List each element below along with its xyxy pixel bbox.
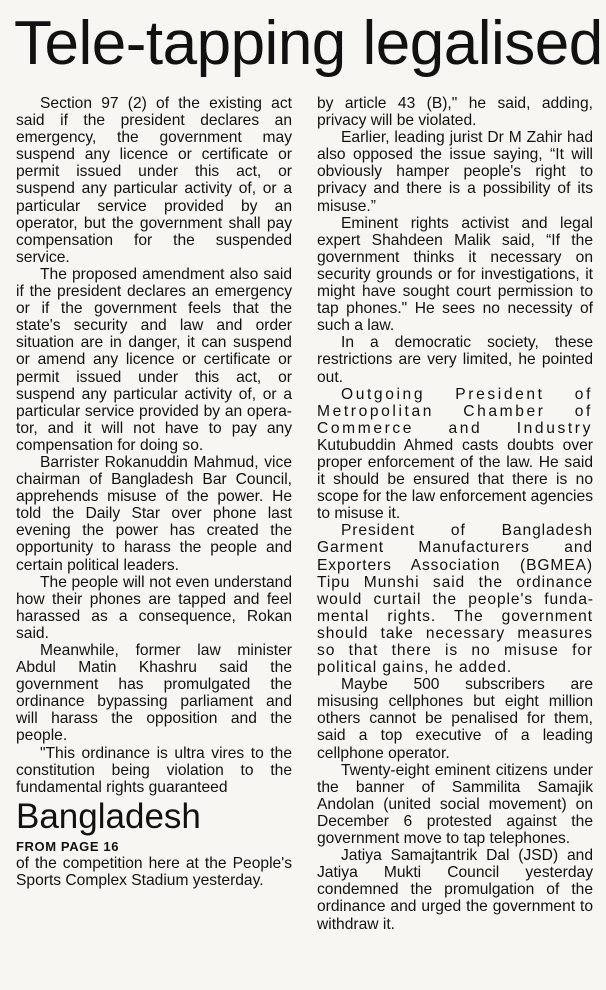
article-paragraph: The people will not even understand how their phones are tapped and feel harassed as a consequence, Rokan said. [16, 573, 292, 642]
article-paragraph: "This ordinance is ultra vires to the constitution being violation to the fundamental rights guaranteed [16, 744, 292, 796]
article-paragraph: The proposed amendment also said if the president declares an emergency or if the government feels that the state's security and law and order situation are in danger, it can suspend or amend any licence or certificate or permit issued under this act, or suspend any particular activity of, or a particular service provided by an operator, and it will not have to pay any compensation for doing so. [16, 265, 292, 454]
article-text: Kutubuddin Ahmed casts doubts over proper enforcement of the law. He said it should be ensured that there is no scope for the law enforcement agencies to misuse it. [317, 436, 593, 523]
article-paragraph-continued: by article 43 (B)," he said, adding, privacy will be violated. [317, 95, 593, 130]
article-column-right [317, 95, 593, 933]
article-paragraph-mcci [317, 386, 593, 523]
article-column-left [16, 95, 292, 889]
continuation-paragraph: of the competition here at the People's Sports Complex Stadium yesterday. [16, 854, 292, 890]
continued-from-label: FROM PAGE 16 [16, 838, 120, 854]
letterspaced-text: Outgoing President of Metropolitan Chamber of Commerce and Industry [317, 385, 593, 437]
article-paragraph: Earlier, leading jurist Dr M Zahir had also opposed the issue saying, “It will obviously hamper people's right to privacy and there is a possibility of its misuse.” [317, 129, 593, 215]
article-paragraph: In a democratic society, these restrictions are very limited, he pointed out. [317, 334, 593, 386]
section-headline-bangladesh: Bangladesh [16, 796, 201, 836]
article-paragraph: Barrister Rokanuddin Mahmud, vice chairman of Bangladesh Bar Council, apprehends misuse of the power. He told the Daily Star over phone last evening the power has created the opportunity to harass the people and certain political leaders. [16, 453, 292, 574]
article-paragraph: Eminent rights activist and legal expert Shahdeen Malik said, “If the government thinks it necessary on security grounds or for investigations, it might have sought court permission to tap phones." He sees no necessity of such a law. [317, 214, 593, 335]
article-paragraph: Section 97 (2) of the existing act said if the president declares an emergency, the government may suspend any licence or certificate or permit issued under this act, or suspend any particular activity of, or a particular service provided by an operator, but the government shall pay compensation for the suspended service. [16, 95, 292, 266]
article-paragraph: Maybe 500 subscribers are misusing cellphones but eight million others cannot be penalised for them, said a top executive of a leading cellphone operator. [317, 676, 593, 762]
headline: Tele-tapping legalised [14, 9, 603, 78]
article-paragraph: Meanwhile, former law minister Abdul Matin Khashru said the government has promulgated the ordinance bypassing parliament and will harass the opposition and the people. [16, 642, 292, 745]
article-paragraph-bgmea: President of Bangladesh Garment Manufacturers and Exporters Association (BGMEA) Tipu Munshi said the ordinance would curtail the people's fundamental rights. The government should take necessary measures so that there is no misuse for political gains, he added. [317, 522, 593, 677]
article-paragraph: Jatiya Samajtantrik Dal (JSD) and Jatiya Mukti Council yesterday condemned the promulgation of the ordinance and urged the government to withdraw it. [317, 847, 593, 933]
article-paragraph: Twenty-eight eminent citizens under the banner of Sammilita Samajik Andolan (united social movement) on December 6 protested against the government move to tap telephones. [317, 761, 593, 848]
